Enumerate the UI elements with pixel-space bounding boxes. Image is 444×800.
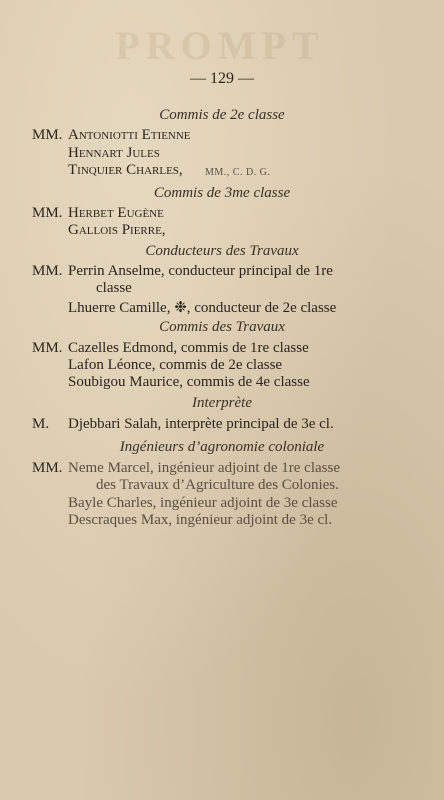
entry-bayle: Bayle Charles, ingénieur adjoint de 3e classe (68, 495, 338, 511)
prefix-mm: MM. (32, 127, 63, 143)
entry-herbet: Herbet Eugène (68, 205, 164, 221)
heading-conducteurs-des-travaux: Conducteurs des Travaux (145, 243, 299, 259)
entry-perrin: Perrin Anselme, conducteur principal de 1re (68, 263, 333, 279)
entry-tinquier-decorations: MM., C. D. G. (205, 167, 271, 178)
entry-djebbari: Djebbari Salah, interprète principal de 3e cl. (68, 416, 334, 432)
heading-ingenieurs-agronomie-coloniale: Ingénieurs d’agronomie coloniale (119, 439, 325, 455)
heading-commis-des-travaux: Commis des Travaux (159, 319, 285, 335)
entry-cazelles: Cazelles Edmond, commis de 1re classe (68, 340, 309, 356)
entry-antoniotti: Antoniotti Etienne (68, 127, 191, 143)
bleed-through-text: PROMPT (115, 23, 325, 68)
entry-lafon: Lafon Léonce, commis de 2e classe (68, 357, 283, 373)
page-number: — 129 — (190, 70, 254, 87)
prefix-mm: MM. (32, 263, 63, 279)
prefix-mm: MM. (32, 460, 63, 476)
entry-perrin-continuation: classe (96, 280, 132, 296)
prefix-mm: MM. (32, 205, 63, 221)
entry-neme: Neme Marcel, ingénieur adjoint de 1re classe (68, 460, 340, 476)
entry-lhuerre: Lhuerre Camille, ❉, conducteur de 2e classe (68, 300, 337, 316)
prefix-mm: MM. (32, 340, 63, 356)
heading-interprete: Interprète (192, 395, 252, 411)
heading-commis-3me-classe: Commis de 3me classe (153, 185, 291, 201)
entry-soubigou: Soubigou Maurice, commis de 4e classe (68, 374, 310, 390)
entry-descraques: Descraques Max, ingénieur adjoint de 3e cl. (68, 512, 333, 528)
entry-tinquier: Tinquier Charles, (68, 162, 183, 178)
entry-hennart: Hennart Jules (68, 145, 160, 161)
entry-neme-continuation: des Travaux d’Agriculture des Colonies. (96, 477, 339, 493)
prefix-m: M. (32, 416, 50, 432)
heading-commis-2e-classe: Commis de 2e classe (159, 107, 285, 123)
entry-gallois: Gallois Pierre, (68, 222, 166, 238)
